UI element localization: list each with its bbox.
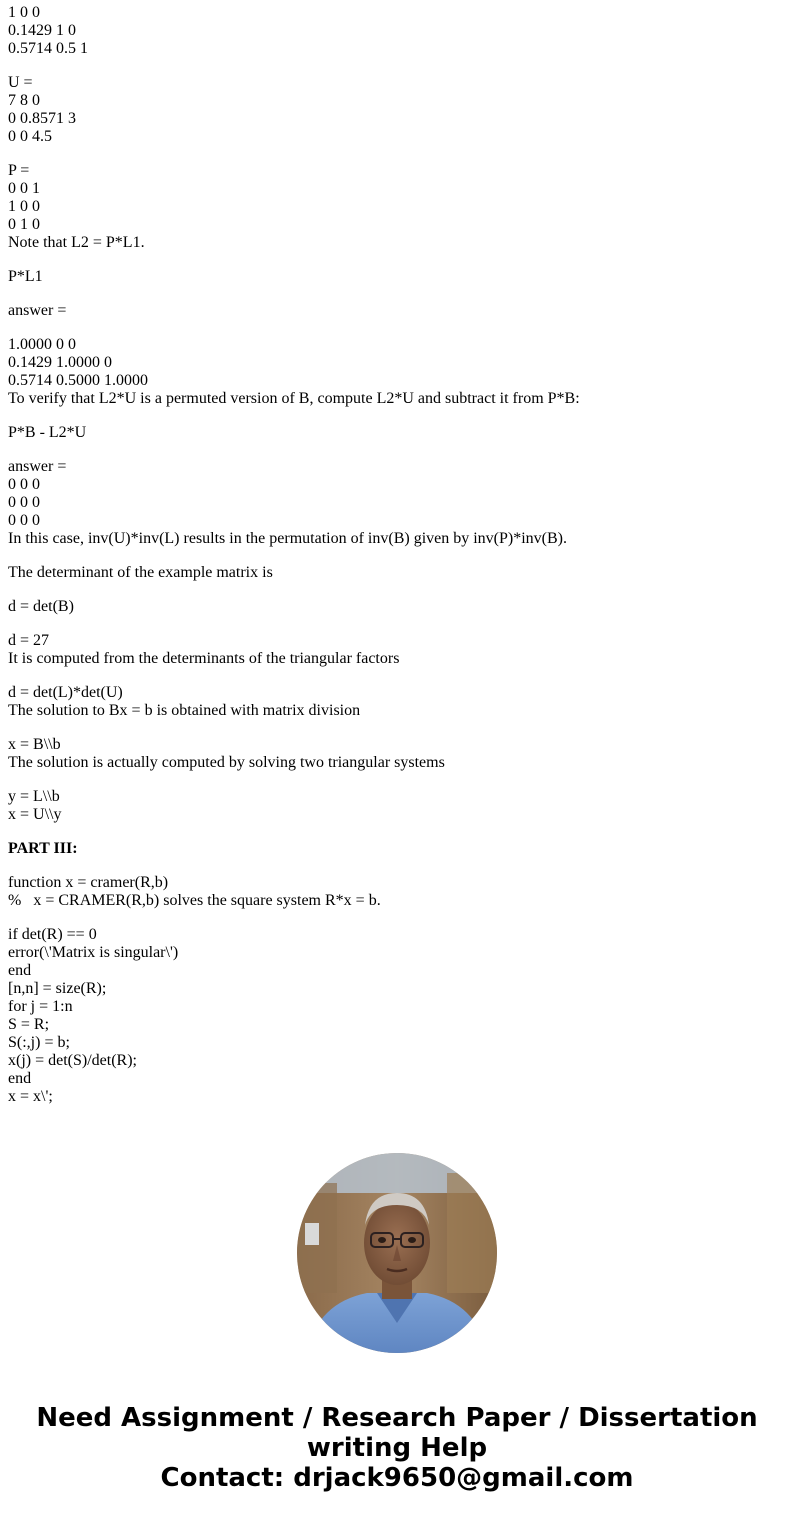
text-line: 0 0.8571 3 — [8, 110, 76, 127]
paragraph-gap — [8, 582, 788, 598]
text-line: The determinant of the example matrix is — [8, 564, 273, 581]
paragraph-gap — [8, 668, 788, 684]
paragraph-gap — [8, 320, 788, 336]
paragraph-gap — [8, 772, 788, 788]
section-heading: PART III: — [8, 840, 78, 857]
text-line: P = — [8, 162, 30, 179]
paragraph-gap — [8, 910, 788, 926]
text-line: 0.5714 0.5 1 — [8, 40, 88, 57]
text-line: end — [8, 1070, 32, 1087]
paragraph-gap — [8, 824, 788, 840]
text-line: 1 0 0 — [8, 198, 40, 215]
text-line: 0 0 0 — [8, 476, 40, 493]
text-line: if det(R) == 0 — [8, 926, 97, 943]
text-line: % x = CRAMER(R,b) solves the square system R*x = b. — [8, 892, 381, 909]
text-line: function x = cramer(R,b) — [8, 874, 169, 891]
text-line: The solution to Bx = b is obtained with matrix division — [8, 702, 361, 719]
text-line: To verify that L2*U is a permuted version of B, compute L2*U and subtract it from P*B: — [8, 390, 580, 407]
text-line: 1 0 0 — [8, 4, 40, 21]
banner-line-1: Need Assignment / Research Paper / Dissertation — [36, 1403, 758, 1433]
text-line: U = — [8, 74, 33, 91]
text-line: 0.1429 1 0 — [8, 22, 76, 39]
text-line: 0 0 0 — [8, 494, 40, 511]
text-line: 1.0000 0 0 — [8, 336, 76, 353]
paragraph-gap — [8, 858, 788, 874]
text-line: 0 0 0 — [8, 512, 40, 529]
text-line: Note that L2 = P*L1. — [8, 234, 145, 251]
text-line: 0 0 1 — [8, 180, 40, 197]
text-line: y = L\\b — [8, 788, 60, 805]
banner-line-2: writing Help — [306, 1433, 488, 1463]
text-line: x(j) = det(S)/det(R); — [8, 1052, 137, 1069]
text-line: x = B\\b — [8, 736, 61, 753]
text-line: P*L1 — [8, 268, 43, 285]
paragraph-gap — [8, 442, 788, 458]
text-line: error(\'Matrix is singular\') — [8, 944, 179, 961]
text-line: 7 8 0 — [8, 92, 40, 109]
text-line: 0 0 4.5 — [8, 128, 52, 145]
text-line: In this case, inv(U)*inv(L) results in the permutation of inv(B) given by inv(P)*inv(B). — [8, 530, 568, 547]
text-line: d = det(B) — [8, 598, 74, 615]
paragraph-gap — [8, 252, 788, 268]
text-line: It is computed from the determinants of the triangular factors — [8, 650, 400, 667]
text-line: S = R; — [8, 1016, 50, 1033]
text-line: d = det(L)*det(U) — [8, 684, 123, 701]
paragraph-gap — [8, 146, 788, 162]
text-line: 0.1429 1.0000 0 — [8, 354, 112, 371]
text-line: x = U\\y — [8, 806, 62, 823]
text-line: 0.5714 0.5000 1.0000 — [8, 372, 148, 389]
document-body — [8, 4, 788, 1106]
text-line: The solution is actually computed by solving two triangular systems — [8, 754, 445, 771]
text-line: x = x\'; — [8, 1088, 53, 1105]
paragraph-gap — [8, 58, 788, 74]
text-line: P*B - L2*U — [8, 424, 87, 441]
avatar-portrait-image — [297, 1153, 497, 1353]
paragraph-gap — [8, 548, 788, 564]
text-line: [n,n] = size(R); — [8, 980, 107, 997]
banner-contact-line: Contact: drjack9650@gmail.com — [160, 1463, 634, 1493]
text-line: answer = — [8, 302, 67, 319]
text-line: 0 1 0 — [8, 216, 40, 233]
paragraph-gap — [8, 408, 788, 424]
text-line: for j = 1:n — [8, 998, 73, 1015]
text-line: answer = — [8, 458, 67, 475]
contact-banner — [0, 1403, 794, 1493]
paragraph-gap — [8, 286, 788, 302]
text-line: S(:,j) = b; — [8, 1034, 70, 1051]
paragraph-gap — [8, 616, 788, 632]
text-line: d = 27 — [8, 632, 50, 649]
paragraph-gap — [8, 720, 788, 736]
avatar — [297, 1153, 497, 1353]
text-line: end — [8, 962, 32, 979]
